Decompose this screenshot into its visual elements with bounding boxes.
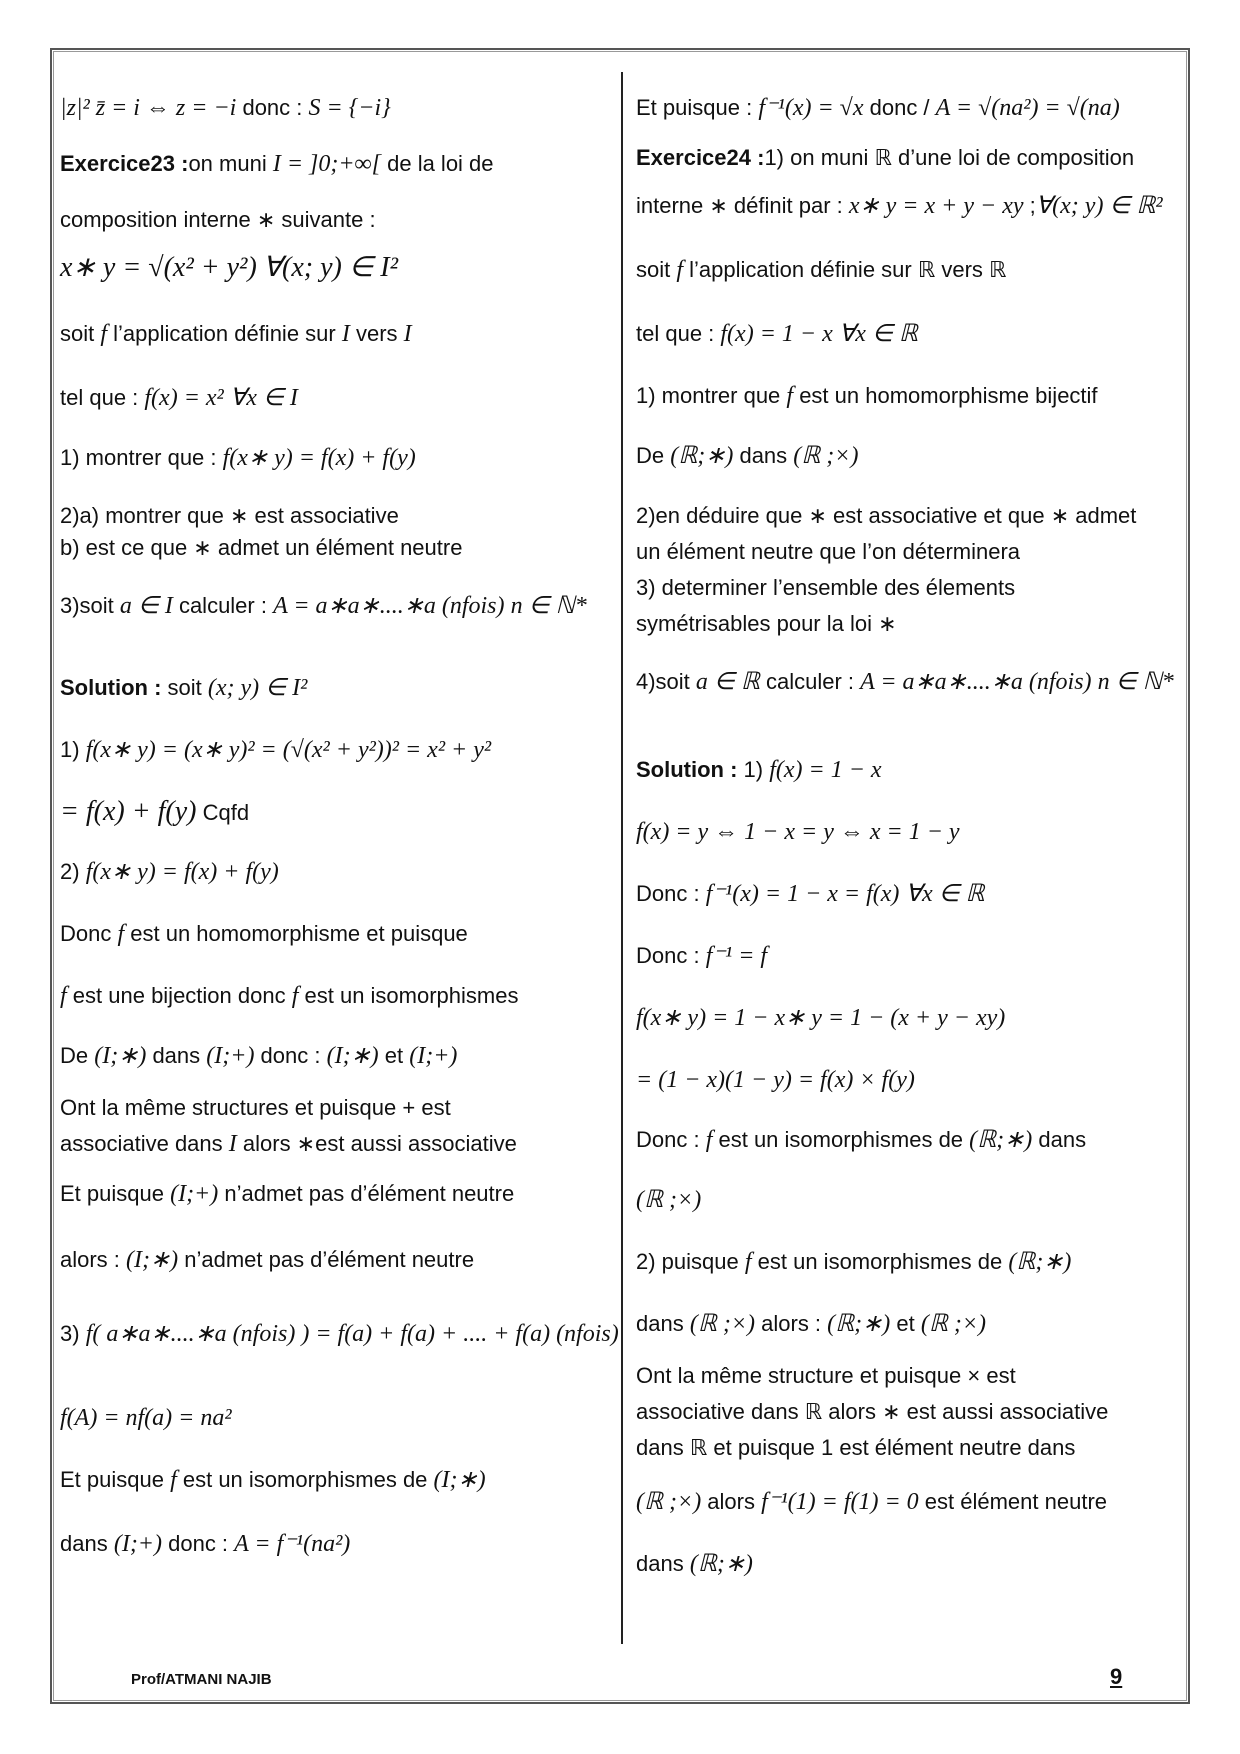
- footer-author: Prof/ATMANI NAJIB: [131, 1671, 272, 1688]
- text-run: donc :: [254, 1043, 327, 1068]
- right-line: [636, 502, 1136, 530]
- math-expression: ∀x ∈ I: [229, 385, 298, 411]
- math-expression: A = a∗a∗....∗a (nfois): [273, 593, 505, 619]
- math-expression: f(x) = 1 − x: [720, 321, 833, 347]
- text-run: l’application définie sur ℝ vers ℝ: [683, 257, 1007, 282]
- heading-label: Exercice24 :: [636, 145, 765, 170]
- text-run: alors :: [755, 1311, 828, 1336]
- text-run: vers: [349, 321, 404, 346]
- math-expression: = f(x) + f(y): [60, 796, 197, 827]
- text-run: alors ∗est aussi associative: [236, 1131, 517, 1156]
- right-line: [636, 1488, 1107, 1516]
- right-line: [636, 382, 1098, 410]
- text-run: Donc: [60, 921, 118, 946]
- text-run: 1) on muni ℝ d’une loi de composition: [764, 145, 1135, 170]
- right-line: [636, 1434, 1075, 1462]
- text-run: 3): [60, 1321, 86, 1346]
- right-line: [636, 320, 918, 348]
- text-run: soit: [60, 321, 101, 346]
- text-run: soit: [167, 675, 208, 700]
- text-run: est un homomorphisme bijectif: [793, 383, 1098, 408]
- math-expression: I: [403, 321, 412, 347]
- text-run: est un isomorphismes: [298, 983, 519, 1008]
- math-expression: ∀x ∈ ℝ: [905, 881, 985, 907]
- heading-label: Solution :: [636, 757, 744, 782]
- text-run: est un isomorphismes de: [712, 1127, 970, 1152]
- left-line: [60, 1180, 514, 1208]
- text-run: est un homomorphisme et puisque: [124, 921, 468, 946]
- text-run: l’application définie sur: [107, 321, 342, 346]
- text-run: on muni: [188, 151, 273, 176]
- math-expression: f(x∗ y) = f(x) + f(y): [222, 445, 416, 471]
- text-run: De: [60, 1043, 95, 1068]
- left-line: [60, 1320, 619, 1348]
- math-expression: I: [228, 1131, 237, 1157]
- text-run: est un isomorphismes de: [176, 1467, 434, 1492]
- math-expression: f: [744, 1249, 752, 1275]
- right-line: [636, 818, 960, 846]
- math-expression: A = a∗a∗....∗a (nfois): [860, 669, 1092, 695]
- text-run: et: [378, 1043, 410, 1068]
- left-line: [60, 592, 587, 620]
- text-run: dans: [1032, 1127, 1087, 1152]
- left-line: [60, 920, 468, 948]
- math-expression: (I;+): [206, 1043, 255, 1069]
- math-expression: (ℝ ;×): [689, 1311, 756, 1337]
- text-run: donc :: [236, 95, 309, 120]
- math-expression: a ∈ ℝ: [695, 669, 760, 695]
- math-expression: f(x) = 1 − x: [769, 757, 882, 783]
- math-expression: f(x∗ y) = (x∗ y)² = (√(x² + y²))² = x² + y²: [85, 737, 492, 763]
- text-run: calculer :: [172, 593, 274, 618]
- text-run: donc :: [162, 1531, 235, 1556]
- right-line: [636, 1004, 1005, 1032]
- right-line: [636, 1248, 1071, 1276]
- text-run: de la loi de: [381, 151, 494, 176]
- right-line: [636, 942, 767, 970]
- math-expression: f: [676, 257, 684, 283]
- left-line: [60, 1130, 517, 1158]
- math-expression: n ∈ ℕ*: [1097, 669, 1174, 695]
- text-run: Ont la même structures et puisque + est: [60, 1095, 451, 1120]
- math-expression: (ℝ;∗): [969, 1127, 1033, 1153]
- text-run: Et puisque: [60, 1467, 171, 1492]
- math-expression: (ℝ;∗): [1008, 1249, 1072, 1275]
- math-expression: (ℝ ;×): [920, 1311, 987, 1337]
- math-expression: n ∈ ℕ*: [510, 593, 587, 619]
- math-expression: f: [705, 1127, 713, 1153]
- math-expression: f(A) = nf(a) = na²: [60, 1405, 232, 1431]
- text-run: est un isomorphismes de: [751, 1249, 1009, 1274]
- text-run: associative dans: [60, 1131, 229, 1156]
- text-run: soit: [636, 257, 677, 282]
- math-expression: I: [341, 321, 350, 347]
- text-run: tel que :: [60, 385, 145, 410]
- math-expression: |z|² z̄ = i ⇔ z = −i: [60, 95, 237, 121]
- math-expression: ∀(x; y) ∈ ℝ²: [1035, 193, 1163, 219]
- text-run: 2)a) montrer que ∗ est associative: [60, 503, 399, 528]
- text-run: associative dans ℝ alors ∗ est aussi associative: [636, 1399, 1109, 1424]
- math-expression: a ∈ I: [119, 593, 173, 619]
- text-run: Cqfd: [196, 800, 250, 825]
- text-run: un élément neutre que l’on déterminera: [636, 539, 1021, 564]
- text-run: et: [890, 1311, 921, 1336]
- math-expression: (I;+): [409, 1043, 458, 1069]
- math-expression: (I;∗): [126, 1247, 179, 1273]
- left-line: [60, 320, 412, 348]
- math-expression: (ℝ;∗): [827, 1311, 891, 1337]
- right-line: [636, 1066, 915, 1094]
- text-run: Et puisque: [60, 1181, 171, 1206]
- text-run: est une bijection donc: [66, 983, 292, 1008]
- math-expression: (I;∗): [326, 1043, 379, 1069]
- left-line: [60, 736, 491, 764]
- math-expression: x∗ y = √(x² + y²): [60, 252, 257, 283]
- math-expression: f: [60, 983, 67, 1009]
- right-line: [636, 610, 897, 638]
- text-run: 1) montrer que :: [60, 445, 223, 470]
- text-run: est élément neutre: [918, 1489, 1108, 1514]
- text-run: calculer :: [759, 669, 861, 694]
- text-run: dans: [733, 443, 794, 468]
- left-line: [60, 1094, 451, 1122]
- text-run: Ont la même structure et puisque × est: [636, 1363, 1016, 1388]
- text-run: 1): [743, 757, 770, 782]
- left-line: [60, 1042, 457, 1070]
- right-line: [636, 1126, 1086, 1154]
- math-expression: A = f⁻¹(na²): [234, 1531, 351, 1557]
- right-line: [636, 144, 1134, 172]
- math-expression: (ℝ;∗): [689, 1551, 753, 1577]
- left-line: [60, 384, 298, 412]
- math-expression: (x; y) ∈ I²: [207, 675, 308, 701]
- text-run: interne ∗ définit par :: [636, 193, 849, 218]
- left-line: [60, 982, 518, 1010]
- math-expression: = (1 − x)(1 − y) = f(x) × f(y): [636, 1067, 915, 1093]
- math-expression: (I;∗): [433, 1467, 486, 1493]
- text-run: 2): [60, 859, 86, 884]
- page-number: 9: [1110, 1664, 1123, 1689]
- right-line: [636, 756, 882, 784]
- left-line: [60, 502, 399, 530]
- right-line: [636, 1550, 753, 1578]
- text-run: Donc :: [636, 943, 706, 968]
- text-run: b) est ce que ∗ admet un élément neutre: [60, 535, 463, 560]
- left-line: [60, 94, 391, 122]
- math-expression: f( a∗a∗....∗a (nfois) ) = f(a) + f(a) + .... + f(a) (nfois): [85, 1321, 619, 1347]
- text-run: n’admet pas d’élément neutre: [178, 1247, 475, 1272]
- text-run: dans: [636, 1311, 690, 1336]
- math-expression: f(x∗ y) = 1 − x∗ y = 1 − (x + y − xy): [636, 1005, 1006, 1031]
- left-line: [60, 150, 494, 178]
- right-line: [636, 442, 858, 470]
- text-run: n’admet pas d’élément neutre: [218, 1181, 515, 1206]
- right-line: [636, 1398, 1108, 1426]
- math-expression: f⁻¹(1) = f(1) = 0: [761, 1489, 919, 1515]
- math-expression: (ℝ ;×): [636, 1489, 702, 1515]
- text-run: alors: [701, 1489, 762, 1514]
- right-line: [636, 192, 1163, 220]
- math-expression: ∀(x; y) ∈ I²: [262, 252, 398, 283]
- math-expression: f(x) = x²: [144, 385, 224, 411]
- text-run: 4)soit: [636, 669, 696, 694]
- math-expression: f: [117, 921, 125, 947]
- math-expression: f⁻¹(x) = √x: [758, 95, 864, 121]
- math-expression: f: [100, 321, 108, 347]
- text-run: De: [636, 443, 671, 468]
- text-run: 2) puisque: [636, 1249, 745, 1274]
- left-line: [60, 534, 462, 562]
- math-expression: f: [786, 383, 794, 409]
- math-expression: f: [291, 983, 299, 1009]
- right-line: [636, 880, 985, 908]
- right-line: [636, 1186, 701, 1214]
- math-expression: (I;+): [113, 1531, 162, 1557]
- text-run: ;: [1023, 193, 1036, 218]
- math-expression: f(x∗ y) = f(x) + f(y): [85, 859, 279, 885]
- left-line: [60, 1404, 232, 1432]
- right-line: [636, 574, 1015, 602]
- text-run: tel que :: [636, 321, 721, 346]
- math-expression: S = {−i}: [308, 95, 391, 121]
- math-expression: (ℝ;∗): [670, 443, 734, 469]
- left-line: [60, 444, 416, 472]
- math-expression: f: [170, 1467, 177, 1493]
- text-run: dans: [636, 1551, 690, 1576]
- text-run: Et puisque :: [636, 95, 759, 120]
- math-expression: (I;∗): [94, 1043, 147, 1069]
- text-run: symétrisables pour la loi ∗: [636, 611, 897, 636]
- text-run: dans: [146, 1043, 207, 1068]
- text-run: dans: [60, 1531, 114, 1556]
- column-divider: [621, 72, 623, 1644]
- right-line: [636, 1362, 1016, 1390]
- text-run: 1) montrer que: [636, 383, 787, 408]
- math-expression: f(x) = y ⇔ 1 − x = y ⇔ x = 1 − y: [636, 819, 960, 845]
- math-expression: ∀x ∈ ℝ: [838, 321, 918, 347]
- text-run: composition interne ∗ suivante :: [60, 207, 376, 232]
- right-line: [636, 1310, 986, 1338]
- text-run: Donc :: [636, 881, 706, 906]
- left-line: [60, 1246, 474, 1274]
- text-run: alors :: [60, 1247, 127, 1272]
- left-line: [60, 254, 398, 283]
- math-expression: A = √(na²) = √(na): [935, 95, 1120, 121]
- right-line: [636, 668, 1174, 696]
- text-run: donc /: [863, 95, 936, 120]
- math-expression: (ℝ ;×): [636, 1187, 702, 1213]
- left-line: [60, 1530, 350, 1558]
- math-expression: (I;+): [170, 1181, 219, 1207]
- text-run: Donc :: [636, 1127, 706, 1152]
- math-expression: (ℝ ;×): [793, 443, 859, 469]
- text-run: 2)en déduire que ∗ est associative et que ∗ admet: [636, 503, 1137, 528]
- math-expression: f⁻¹(x) = 1 − x = f(x): [705, 881, 900, 907]
- text-run: 3) determiner l’ensemble des élements: [636, 575, 1016, 600]
- heading-label: Exercice23 :: [60, 151, 189, 176]
- text-run: 1): [60, 737, 86, 762]
- right-line: [636, 256, 1006, 284]
- left-line: [60, 858, 279, 886]
- text-run: dans ℝ et puisque 1 est élément neutre dans: [636, 1435, 1076, 1460]
- left-line: [60, 674, 307, 702]
- left-line: [60, 798, 249, 827]
- math-expression: I = ]0;+∞[: [272, 151, 381, 177]
- math-expression: x∗ y = x + y − xy: [848, 193, 1024, 219]
- math-expression: f⁻¹ = f: [705, 943, 768, 969]
- text-run: 3)soit: [60, 593, 120, 618]
- left-line: [60, 206, 376, 234]
- right-line: [636, 94, 1120, 122]
- heading-label: Solution :: [60, 675, 168, 700]
- left-line: [60, 1466, 486, 1494]
- right-line: [636, 538, 1020, 566]
